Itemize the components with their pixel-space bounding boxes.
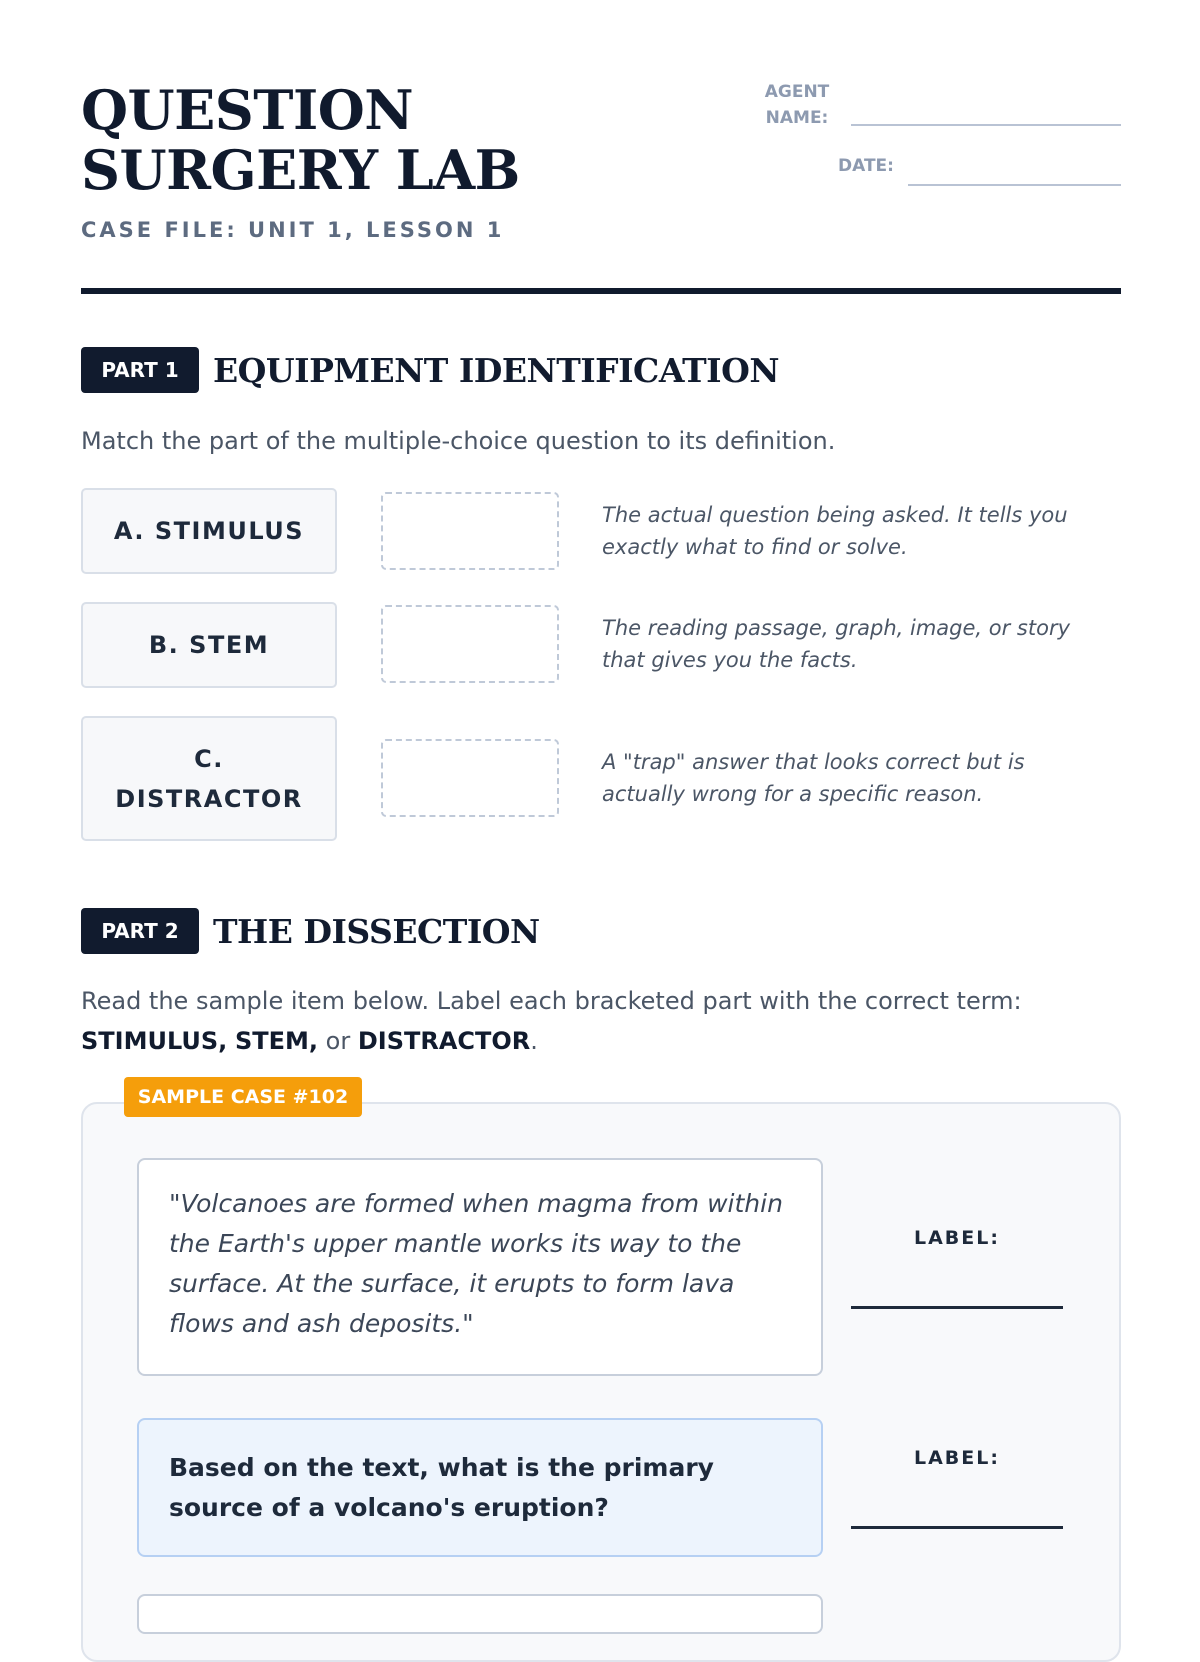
definition-3: A "trap" answer that looks correct but is actually wrong for a specific reason. <box>602 750 1025 806</box>
stem-text: Based on the text, what is the primary source of a volcano's eruption? <box>169 1453 714 1522</box>
part-1-instructions: Match the part of the multiple-choice question to its definition. <box>81 427 836 455</box>
instructions-text: Read the sample item below. Label each bracketed part with the correct term: <box>81 987 1022 1015</box>
term-label: A. STIMULUS <box>113 517 305 545</box>
term-stem-bold: STEM, <box>234 1027 318 1055</box>
label-answer-line-1[interactable] <box>851 1306 1063 1309</box>
sample-case-tag: SAMPLE CASE #102 <box>124 1077 362 1117</box>
term-distractor-bold: DISTRACTOR <box>357 1027 531 1055</box>
agent-name-field[interactable] <box>851 124 1121 126</box>
match-answer-box-b[interactable] <box>381 605 559 683</box>
period-text: . <box>530 1027 538 1055</box>
term-stimulus <box>81 488 337 574</box>
stimulus-text: "Volcanoes are formed when magma from within the Earth's upper mantle works its way to the surface. At the surface, it erupts to form lava flows and ash deposits." <box>169 1189 783 1338</box>
part-1-badge: PART 1 <box>81 347 199 393</box>
part-2-instructions <box>81 981 1131 1061</box>
worksheet-title: QUESTION SURGERY LAB <box>81 78 520 202</box>
label-heading-1: LABEL: <box>914 1227 1000 1249</box>
sample-stem-box <box>137 1418 823 1557</box>
term-label: B. STEM <box>148 631 270 659</box>
term-distractor <box>81 716 337 841</box>
term-label: C. DISTRACTOR <box>115 744 303 813</box>
label-answer-line-2[interactable] <box>851 1526 1063 1529</box>
part-1-title: EQUIPMENT IDENTIFICATION <box>213 351 780 390</box>
match-answer-box-c[interactable] <box>381 739 559 817</box>
definition-2: The reading passage, graph, image, or story that gives you the facts. <box>602 616 1071 672</box>
or-text: or <box>325 1027 351 1055</box>
sample-distractor-box <box>137 1594 823 1634</box>
term-stimulus-bold: STIMULUS, <box>81 1027 228 1055</box>
date-label: DATE: <box>838 156 894 176</box>
date-field[interactable] <box>908 184 1121 186</box>
definition-1: The actual question being asked. It tells you exactly what to find or solve. <box>602 503 1068 559</box>
term-stem <box>81 602 337 688</box>
label-heading-2: LABEL: <box>914 1447 1000 1469</box>
part-2-title: THE DISSECTION <box>213 912 540 951</box>
agent-name-label: AGENT NAME: <box>764 82 830 128</box>
case-file-subtitle: CASE FILE: UNIT 1, LESSON 1 <box>81 218 505 242</box>
sample-stimulus-box <box>137 1158 823 1376</box>
match-answer-box-a[interactable] <box>381 492 559 570</box>
part-2-badge: PART 2 <box>81 908 199 954</box>
header-divider <box>81 288 1121 294</box>
